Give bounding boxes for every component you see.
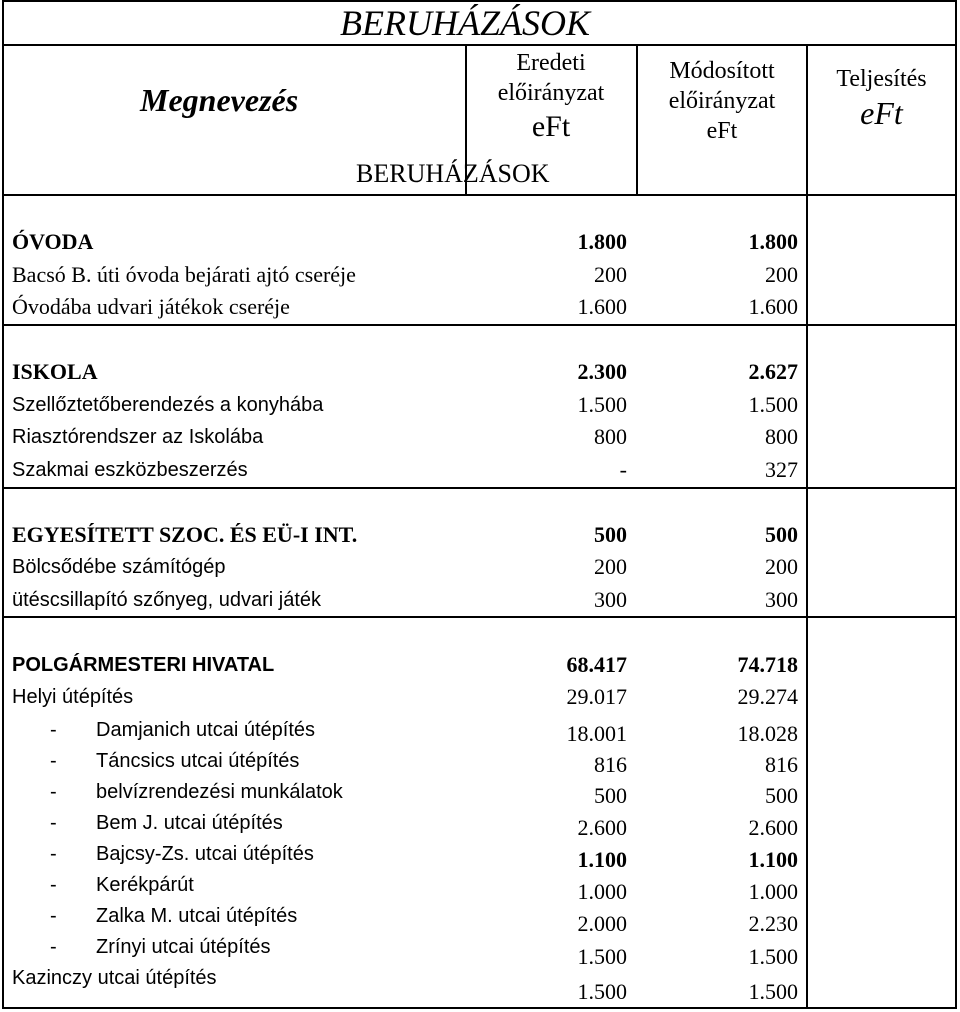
col-header-actual <box>808 64 955 132</box>
subitem-row <box>0 776 960 808</box>
modified-value: 1.500 <box>748 979 798 1004</box>
section-rule-3 <box>2 616 957 618</box>
item-name: Bölcsődébe számítógép <box>12 556 226 578</box>
col-header-actual-line1: Teljesítés <box>836 66 927 92</box>
original-value: 2.000 <box>577 911 627 936</box>
header-rule <box>2 44 957 46</box>
modified-value: 1.500 <box>748 944 798 969</box>
original-value: 1.500 <box>577 944 627 969</box>
item-row <box>0 291 960 323</box>
item-name: belvízrendezési munkálatok <box>96 781 343 803</box>
item-name: Bem J. utcai útépítés <box>96 812 283 834</box>
modified-value: 200 <box>765 262 798 287</box>
original-value: 200 <box>594 262 627 287</box>
item-row <box>0 551 960 583</box>
original-value: 29.017 <box>566 684 627 709</box>
dash-marker: - <box>50 781 57 803</box>
modified-value: 300 <box>765 587 798 612</box>
subitem-row <box>0 714 960 746</box>
col-header-original-line1: Eredeti <box>516 50 586 76</box>
modified-value: 500 <box>765 783 798 808</box>
original-value: 2.600 <box>577 815 627 840</box>
section-subtitle: BERUHÁZÁSOK <box>356 159 550 188</box>
dash-marker: - <box>50 905 57 927</box>
item-name: Kazinczy utcai útépítés <box>12 967 217 989</box>
item-name: Szellőztetőberendezés a konyhába <box>12 394 324 416</box>
modified-value: 1.600 <box>748 294 798 319</box>
original-value: - <box>619 457 627 482</box>
modified-value: 200 <box>765 554 798 579</box>
subitem-row <box>0 838 960 870</box>
original-value: 200 <box>594 554 627 579</box>
item-row <box>0 584 960 616</box>
item-row <box>0 454 960 486</box>
section-row-iskola <box>0 356 960 388</box>
item-name: Damjanich utcai útépítés <box>96 719 316 741</box>
dash-marker: - <box>50 843 57 865</box>
col-header-original-line3: eFt <box>531 110 571 143</box>
original-value: 500 <box>594 522 627 547</box>
original-value: 816 <box>594 752 627 777</box>
modified-value: 2.230 <box>748 911 798 936</box>
item-row <box>0 681 960 713</box>
item-row <box>0 259 960 291</box>
item-name: Táncsics utcai útépítés <box>96 750 300 772</box>
page-title: BERUHÁZÁSOK <box>340 3 590 43</box>
col-header-modified-line1: Módosított <box>669 58 775 84</box>
modified-value: 1.500 <box>748 392 798 417</box>
item-name: Bajcsy-Zs. utcai útépítés <box>96 843 314 865</box>
col-header-original <box>467 48 635 146</box>
modified-value: 327 <box>765 457 798 482</box>
modified-value: 816 <box>765 752 798 777</box>
dash-marker: - <box>50 936 57 958</box>
section-rule-1 <box>2 324 957 326</box>
col-header-modified <box>638 56 806 146</box>
section-row-egyesitett <box>0 519 960 551</box>
modified-value: 2.627 <box>748 359 798 384</box>
section-name: POLGÁRMESTERI HIVATAL <box>12 654 275 676</box>
modified-value: 2.600 <box>748 815 798 840</box>
modified-value: 1.000 <box>748 879 798 904</box>
dash-marker: - <box>50 812 57 834</box>
subitem-row <box>0 931 960 969</box>
col-header-modified-line2: előirányzat <box>668 88 776 114</box>
subitem-row <box>0 869 960 904</box>
modified-value: 1.800 <box>748 229 798 254</box>
item-name: ütéscsillapító szőnyeg, udvari játék <box>12 589 322 611</box>
header-bottom-rule <box>2 194 957 196</box>
modified-value: 1.100 <box>748 847 798 872</box>
item-name: Zalka M. utcai útépítés <box>96 905 298 927</box>
col-header-name: Megnevezés <box>140 82 299 118</box>
item-row <box>0 389 960 421</box>
original-value: 1.600 <box>577 294 627 319</box>
section-rule-2 <box>2 487 957 489</box>
modified-value: 74.718 <box>737 652 798 677</box>
item-name: Bacsó B. úti óvoda bejárati ajtó cseréje <box>12 262 356 287</box>
item-name: Riasztórendszer az Iskolába <box>12 426 264 448</box>
original-value: 18.001 <box>566 721 627 746</box>
original-value: 500 <box>594 783 627 808</box>
section-name: ISKOLA <box>12 359 98 384</box>
original-value: 1.500 <box>577 392 627 417</box>
original-value: 68.417 <box>566 652 627 677</box>
section-row-ovoda <box>0 226 960 258</box>
section-name: EGYESÍTETT SZOC. ÉS EÜ-I INT. <box>12 522 358 547</box>
item-name: Helyi útépítés <box>12 686 134 708</box>
subitem-row <box>0 807 960 839</box>
section-name: ÓVODA <box>12 229 94 254</box>
col-header-modified-line3: eFt <box>706 118 738 144</box>
original-value: 1.800 <box>577 229 627 254</box>
original-value: 1.500 <box>577 979 627 1004</box>
item-row <box>0 421 960 453</box>
original-value: 300 <box>594 587 627 612</box>
original-value: 800 <box>594 424 627 449</box>
original-value: 1.000 <box>577 879 627 904</box>
section-row-polgarmesteri <box>0 649 960 681</box>
item-name: Kerékpárút <box>96 874 194 896</box>
item-row <box>0 962 960 1004</box>
subitem-row <box>0 745 960 777</box>
original-value: 1.100 <box>577 847 627 872</box>
col-header-original-line2: előirányzat <box>497 80 605 106</box>
item-name: Óvodába udvari játékok cseréje <box>12 294 290 319</box>
modified-value: 18.028 <box>737 721 798 746</box>
subitem-row <box>0 900 960 936</box>
modified-value: 29.274 <box>737 684 798 709</box>
dash-marker: - <box>50 874 57 896</box>
item-name: Zrínyi utcai útépítés <box>96 936 271 958</box>
item-name: Szakmai eszközbeszerzés <box>12 459 248 481</box>
col-header-actual-line2: eFt <box>860 95 903 131</box>
dash-marker: - <box>50 750 57 772</box>
original-value: 2.300 <box>577 359 627 384</box>
modified-value: 800 <box>765 424 798 449</box>
modified-value: 500 <box>765 522 798 547</box>
dash-marker: - <box>50 719 57 741</box>
